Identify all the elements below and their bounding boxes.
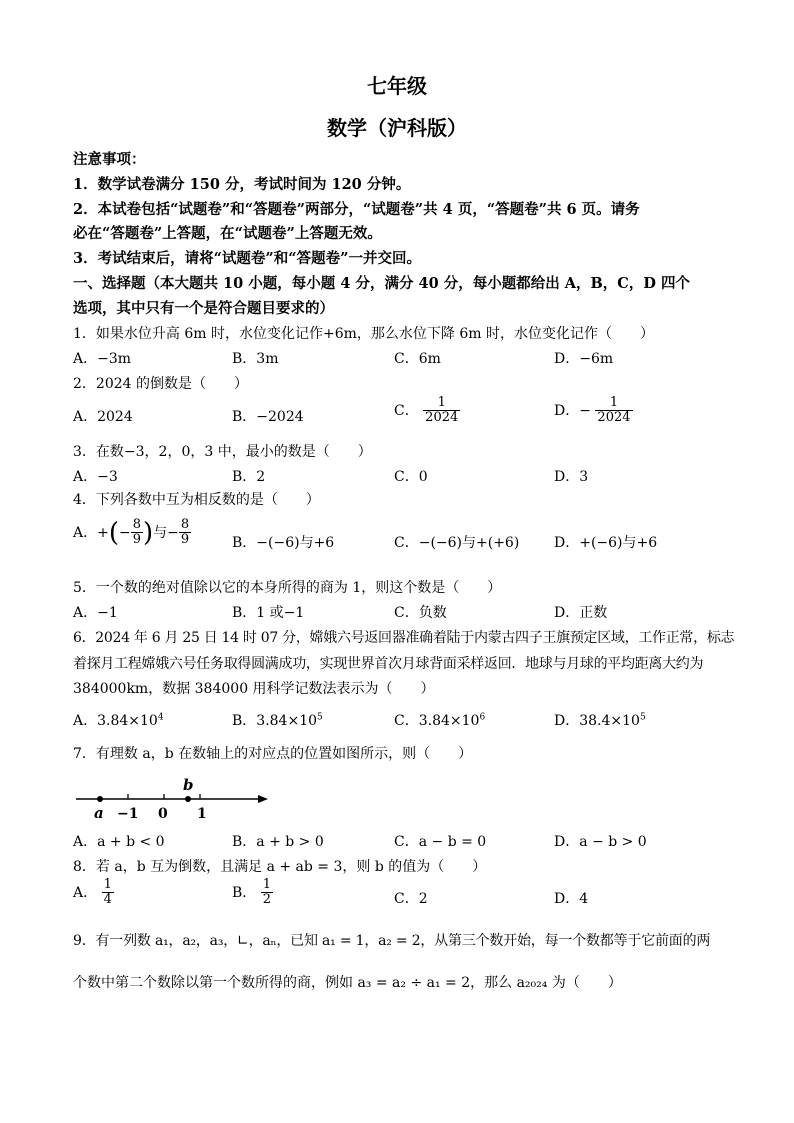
q8-option-b-label: B． [232, 884, 257, 901]
q8-stem: 8．若 a，b 互为倒数，且满足 a + ab = 3，则 b 的值为（ ） [73, 859, 487, 875]
q4-option-c: C．−(−6)与+(+6) [394, 535, 520, 551]
q3-option-c: C．0 [394, 469, 428, 485]
fraction-numerator: 8 [180, 517, 190, 532]
label-minus-one: −1 [117, 806, 139, 822]
q9-stem-line2: 个数中第二个数除以第一个数所得的商，例如 a₃ = a₂ ÷ a₁ = 2，那么 a₂₀₂₄ 为（ ） [73, 975, 622, 991]
q4-option-a-connector: 与− [153, 524, 179, 541]
q2-option-c-label: C． [394, 402, 419, 419]
q3-option-a: A．−3 [73, 469, 118, 485]
q6-stem-line1: 6．2024 年 6 月 25 日 14 时 07 分，嫦娥六号返回器准确着陆于内蒙古四子王旗预定区域，工作正常，标志 [73, 630, 735, 646]
fraction-numerator: 1 [103, 877, 112, 892]
fraction-numerator: 1 [609, 395, 619, 410]
label-one: 1 [197, 806, 207, 822]
q4-option-a-fraction [131, 518, 143, 548]
section1-heading: 一、选择题（本大题共 10 小题，每小题 4 分，满分 40 分，每小题都给出 A，B，C，D 四个 [73, 275, 690, 292]
q2-option-d [554, 396, 633, 426]
q8-option-b-fraction [261, 878, 273, 908]
point-a [97, 796, 103, 802]
fraction-denominator: 2024 [425, 410, 459, 426]
q3-option-b: B．2 [232, 469, 266, 485]
q6-option-c-exponent: 6 [479, 712, 486, 723]
q6-stem-line2: 着探月工程嫦娥六号任务取得圆满成功，实现世界首次月球背面采样返回．地球与月球的平均距离大约为 [73, 656, 704, 672]
q6-stem-line3: 384000km，数据 384000 用科学记数法表示为（ ） [73, 681, 435, 697]
point-b [185, 796, 191, 802]
q5-stem: 5．一个数的绝对值除以它的本身所得的商为 1，则这个数是（ ） [73, 580, 502, 596]
q9-stem-line1: 9．有一列数 a₁，a₂，a₃，∟，aₙ，已知 a₁ = 1，a₂ = 2，从第三个数开始，每一个数都等于它前面的两 [73, 933, 711, 949]
q1-option-c: C．6m [394, 351, 441, 367]
q8-option-a-fraction [102, 878, 114, 908]
q8-option-a-label: A． [73, 884, 98, 901]
q6-option-c-base: C．3.84×10 [394, 713, 480, 729]
fraction-denominator: 2 [262, 892, 272, 908]
q4-option-b: B．−(−6)与+6 [232, 535, 335, 551]
q8-option-a [73, 878, 114, 908]
fraction-denominator: 4 [103, 892, 112, 908]
note-item-2-cont: 必在“答题卷”上答题，在“试题卷”上答题无效。 [73, 225, 382, 242]
q1-option-d: D．−6m [554, 351, 614, 367]
label-a: a [94, 804, 104, 822]
q5-option-a: A．−1 [73, 605, 118, 621]
q8-option-d: D．4 [554, 891, 589, 907]
note-item-1: 1．数学试卷满分 150 分，考试时间为 120 分钟。 [73, 176, 411, 193]
q7-option-b: B．a + b > 0 [232, 834, 324, 850]
q4-stem: 4．下列各数中互为相反数的是（ ） [73, 492, 320, 508]
left-paren: ( [108, 517, 119, 548]
q8-option-b [232, 878, 273, 908]
fraction-numerator: 1 [437, 395, 446, 410]
q6-option-b-exponent: 5 [317, 712, 323, 723]
q2-option-d-fraction [595, 396, 632, 426]
section1-heading-cont: 选项，其中只有一个是符合题目要求的） [73, 300, 334, 317]
q6-option-a [73, 710, 164, 730]
fraction-numerator: 1 [262, 877, 272, 892]
q6-option-b-base: B．3.84×10 [232, 713, 318, 729]
q3-stem: 3．在数−3，2，0，3 中，最小的数是（ ） [73, 444, 372, 460]
q1-option-a: A．−3m [73, 351, 132, 367]
q2-option-c-fraction [423, 396, 460, 426]
number-line-arrow [258, 795, 268, 803]
fraction-numerator: 8 [132, 517, 142, 532]
label-zero: 0 [158, 806, 168, 822]
q6-option-b [232, 710, 323, 730]
q7-option-d: D．a − b > 0 [554, 834, 647, 850]
note-item-2: 2．本试卷包括“试题卷”和“答题卷”两部分，“试题卷”共 4 页，“答题卷”共 6 页。请务 [73, 201, 640, 218]
q7-option-c: C．a − b = 0 [394, 834, 487, 850]
exam-subject-title: 数学（沪科版） [327, 116, 467, 140]
fraction-denominator: 9 [180, 532, 190, 548]
exam-grade-title: 七年级 [367, 74, 427, 98]
q2-option-b: B．−2024 [232, 409, 304, 425]
q4-option-a-fraction-2 [179, 518, 191, 548]
fraction-denominator: 2024 [597, 410, 631, 426]
right-paren: ) [143, 517, 154, 548]
note-item-3: 3．考试结束后，请将“试题卷”和“答题卷”一并交回。 [73, 250, 421, 267]
q2-option-c [394, 396, 460, 426]
number-line-figure [72, 772, 272, 824]
fraction-denominator: 9 [132, 532, 142, 548]
q6-option-c [394, 710, 485, 730]
notes-heading: 注意事项： [73, 151, 146, 168]
q3-option-d: D．3 [554, 469, 589, 485]
q6-option-a-base: A．3.84×10 [73, 713, 158, 729]
q8-option-c: C．2 [394, 891, 428, 907]
q1-option-b: B．3m [232, 351, 279, 367]
q5-option-b: B．1 或−1 [232, 605, 305, 621]
q6-option-d-exponent: 5 [639, 712, 646, 723]
q5-option-c: C．负数 [394, 605, 447, 621]
q2-option-d-label: D．− [554, 402, 591, 419]
q5-option-d: D．正数 [554, 605, 608, 621]
q4-option-a-label: A．+ [73, 524, 109, 541]
q2-option-a: A．2024 [73, 409, 133, 425]
label-b: b [183, 776, 194, 794]
q4-option-a [73, 518, 191, 548]
minus-sign: − [119, 524, 131, 541]
q4-option-d: D．+(−6)与+6 [554, 535, 658, 551]
q1-stem: 1．如果水位升高 6m 时，水位变化记作+6m，那么水位下降 6m 时，水位变化记作（ ） [73, 326, 654, 342]
q6-option-d-base: D．38.4×10 [554, 713, 640, 729]
q7-option-a: A．a + b < 0 [73, 834, 165, 850]
q2-stem: 2．2024 的倒数是（ ） [73, 376, 248, 392]
q6-option-d [554, 710, 646, 730]
q6-option-a-exponent: 4 [157, 712, 164, 723]
q7-stem: 7．有理数 a，b 在数轴上的对应点的位置如图所示，则（ ） [73, 746, 473, 762]
